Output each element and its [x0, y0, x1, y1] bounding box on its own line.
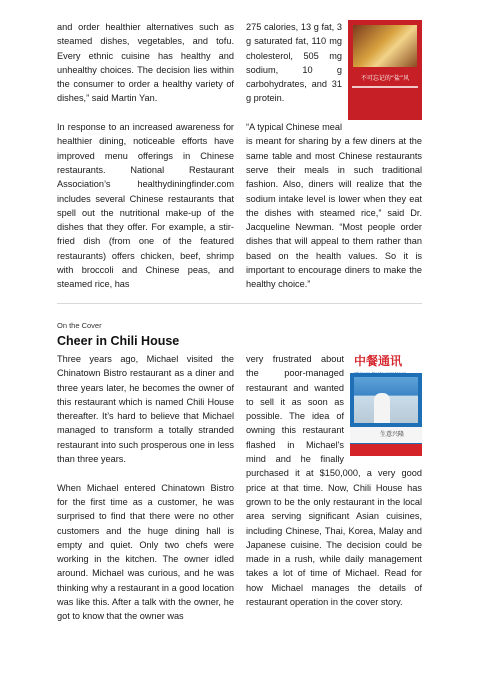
cover-person — [374, 393, 390, 423]
cover-banner-text: 生意兴隆 — [380, 431, 405, 438]
cover-headline: 不可忘记的“盐”风 — [360, 75, 410, 82]
magazine-cover-image — [348, 20, 422, 120]
paragraph: very frustrated about the poor-managed restaurant and wanted to sell it as soon as possible. The idea of owning this restaurant flashed in Michael's mind and he finally purchased it at $150,000, a very good price at that time. Now, Chili House has grown to be the only restaurant in the local area serving significant Asian cuisines, including Chinese, Thai, Korea, Malay and Japanese cuisine. The decision could be made in a rush, while daily management takes a lot of time of Michael. Read for how Michael manages the details of restaurant operation in the cover story. — [246, 354, 422, 608]
cover-photo — [353, 25, 417, 67]
paragraph: “A typical Chinese meal is meant for sharing by a few diners at the same table and most Chinese restaurants serve their meals in such traditional fashion. Also, diners will realize that the sodium intake level is lower when they eat the dishes with steamed rice,” said Dr. Jacqueline Newman. “Most people order dishes that will appeal to them rather than based on the health values. So it is important to encourage diners to make the healthy choice.” — [246, 122, 422, 290]
cover-footer — [350, 444, 422, 456]
top-left-column — [57, 20, 234, 306]
paragraph: and order healthier alternatives such as steamed dishes, vegetables, and tofu. Every ethnic cuisine has healthy and unhealthy choices. The decision lies within the consumer to order a healthy variety of dishes,” said Martin Yan. — [57, 22, 234, 104]
paragraph: Three years ago, Michael visited the Chinatown Bistro restaurant as a diner and three years later, he becomes the owner of this restaurant which is named Chili House thereafter. It’s hard to believe that Michael managed to transform a totally stranded restaurant into such prosperous one in less than three years. — [57, 354, 234, 465]
bottom-right-column — [246, 352, 422, 624]
cover-masthead-chinese: 中餐通讯 — [354, 354, 403, 368]
newspaper-cover-image — [350, 353, 422, 456]
paragraph: 275 calories, 13 g fat, 3 g saturated fat, 110 mg cholesterol, 505 mg sodium, 10 g carbohydrates, and 31 g protein. — [246, 22, 342, 104]
section-title: Cheer in Chili House — [57, 334, 180, 348]
section-divider — [57, 303, 422, 304]
paragraph: In response to an increased awareness for healthier dining, noticeable efforts have improved menu offerings in Chinese restaurants. National Restaurant Association’s healthydiningfinder.com includes several Chinese restaurants that spell out the nutritional make-up of the dishes that they offer. For example, a stir-fried dish (from one of the featured restaurants) offers chicken, beef, shrimp with broccoli and Chinese peas, and steamed rice, has — [57, 122, 234, 290]
section-kicker: On the Cover — [57, 321, 102, 330]
cover-masthead-english: Chinese Restaurant News — [354, 371, 407, 376]
bottom-left-column — [57, 352, 234, 638]
top-right-column — [246, 20, 422, 306]
cover-subline — [352, 86, 418, 88]
paragraph: When Michael entered Chinatown Bistro for the first time as a customer, he was surprised to find that there were no other customers and the huge dining hall is empty and quiet. Only two chefs were working in the kitchen. The owner idled around. Michael was curious, and he was thinking why a restaurant in a good location was like this. After a talk with the owner, he got to know that the owner was — [57, 482, 234, 622]
